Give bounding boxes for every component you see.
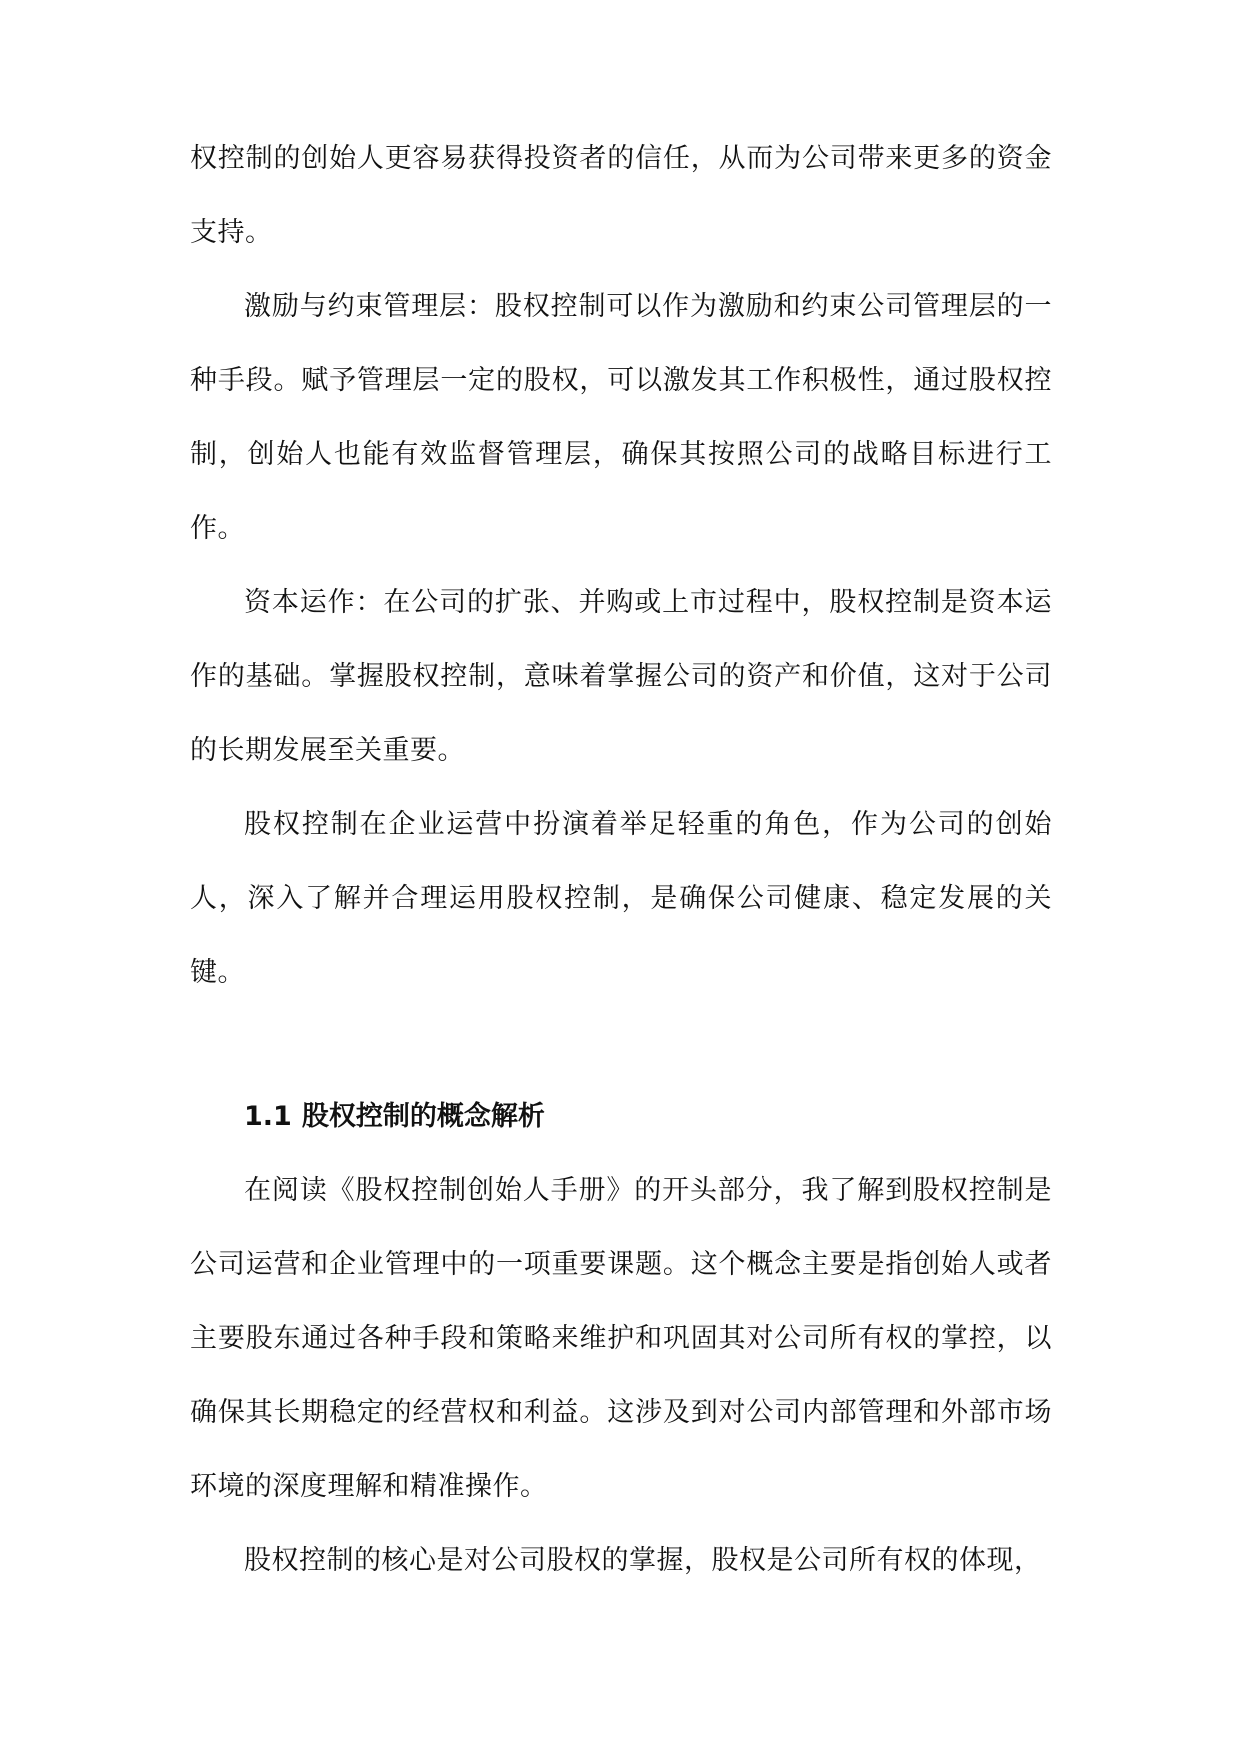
paragraph-capital-operation: 资本运作：在公司的扩张、并购或上市过程中，股权控制是资本运作的基础。掌握股权控制，意味着掌握公司的资产和价值，这对于公司的长期发展至关重要。 [190,587,1052,766]
body-text-upper [190,122,1052,1010]
section-heading [244,1080,545,1154]
paragraph-continued-intro: 权控制的创始人更容易获得投资者的信任，从而为公司带来更多的资金支持。 [190,143,1052,248]
paragraph-management-incentive: 激励与约束管理层：股权控制可以作为激励和约束公司管理层的一种手段。赋予管理层一定的股权，可以激发其工作积极性，通过股权控制，创始人也能有效监督管理层，确保其按照公司的战略目标进行工作。 [190,291,1052,544]
paragraph-summary: 股权控制在企业运营中扮演着举足轻重的角色，作为公司的创始人，深入了解并合理运用股权控制，是确保公司健康、稳定发展的关键。 [190,809,1052,988]
paragraph-concept-intro: 在阅读《股权控制创始人手册》的开头部分，我了解到股权控制是公司运营和企业管理中的一项重要课题。这个概念主要是指创始人或者主要股东通过各种手段和策略来维护和巩固其对公司所有权的掌控，以确保其长期稳定的经营权和利益。这涉及到对公司内部管理和外部市场环境的深度理解和精准操作。 [190,1175,1052,1502]
section-number: 1.1 [244,1101,292,1132]
paragraph-core-definition: 股权控制的核心是对公司股权的掌握，股权是公司所有权的体现， [244,1545,1042,1576]
body-text-lower [190,1154,1052,1598]
section-title: 股权控制的概念解析 [301,1101,545,1132]
